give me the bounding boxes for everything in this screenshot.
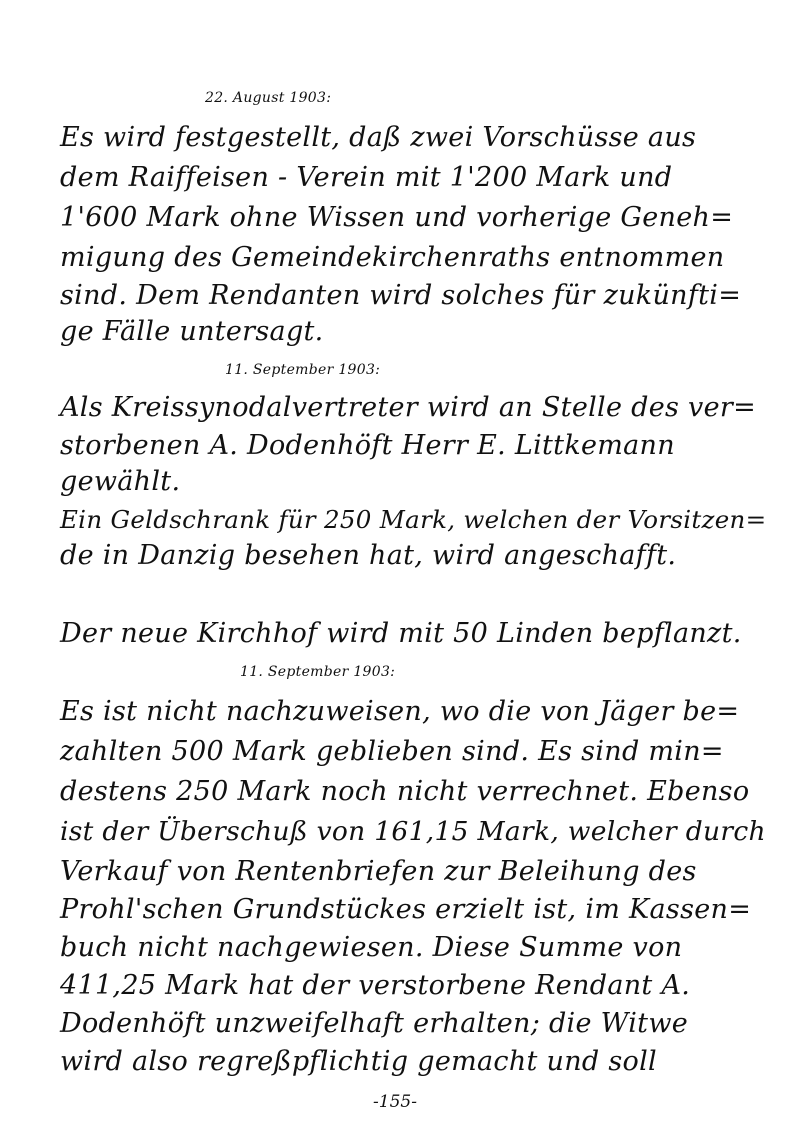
text-line: dem Raiffeisen - Verein mit 1'200 Mark und <box>60 162 673 193</box>
page-number: -155- <box>373 1092 417 1112</box>
text-line: sind. Dem Rendanten wird solches für zukünfti= <box>60 280 742 311</box>
text-line: Ein Geldschrank für 250 Mark, welchen der Vorsitzen= <box>60 505 767 534</box>
text-line: Als Kreissynodalvertreter wird an Stelle des ver= <box>60 392 756 423</box>
text-line: Der neue Kirchhof wird mit 50 Linden bepflanzt. <box>60 618 742 649</box>
text-line: ist der Überschuß von 161,15 Mark, welcher durch <box>60 816 766 847</box>
text-line: zahlten 500 Mark geblieben sind. Es sind min= <box>60 736 724 767</box>
text-line: 411,25 Mark hat der verstorbene Rendant A. <box>60 970 691 1001</box>
text-line: gewählt. <box>60 466 181 497</box>
text-line: migung des Gemeindekirchenraths entnommen <box>60 242 725 273</box>
entry-date-heading: 11. September 1903: <box>225 362 381 378</box>
text-line: wird also regreßpflichtig gemacht und soll <box>60 1046 657 1077</box>
entry-date-heading: 22. August 1903: <box>205 90 332 106</box>
text-line: Es wird festgestellt, daß zwei Vorschüsse aus <box>60 122 697 153</box>
text-line: Verkauf von Rentenbriefen zur Beleihung des <box>60 856 697 887</box>
text-line: storbenen A. Dodenhöft Herr E. Littkemann <box>60 430 675 461</box>
text-line: Prohl'schen Grundstückes erzielt ist, im Kassen= <box>60 894 752 925</box>
text-line: 1'600 Mark ohne Wissen und vorherige Geneh= <box>60 202 734 233</box>
entry-date-heading: 11. September 1903: <box>240 664 396 680</box>
text-line: buch nicht nachgewiesen. Diese Summe von <box>60 932 683 963</box>
text-line: ge Fälle untersagt. <box>60 316 324 347</box>
text-line: destens 250 Mark noch nicht verrechnet. Ebenso <box>60 776 750 807</box>
text-line: Es ist nicht nachzuweisen, wo die von Jäger be= <box>60 696 740 727</box>
text-line: de in Danzig besehen hat, wird angeschafft. <box>60 540 677 571</box>
text-line: Dodenhöft unzweifelhaft erhalten; die Witwe <box>60 1008 689 1039</box>
